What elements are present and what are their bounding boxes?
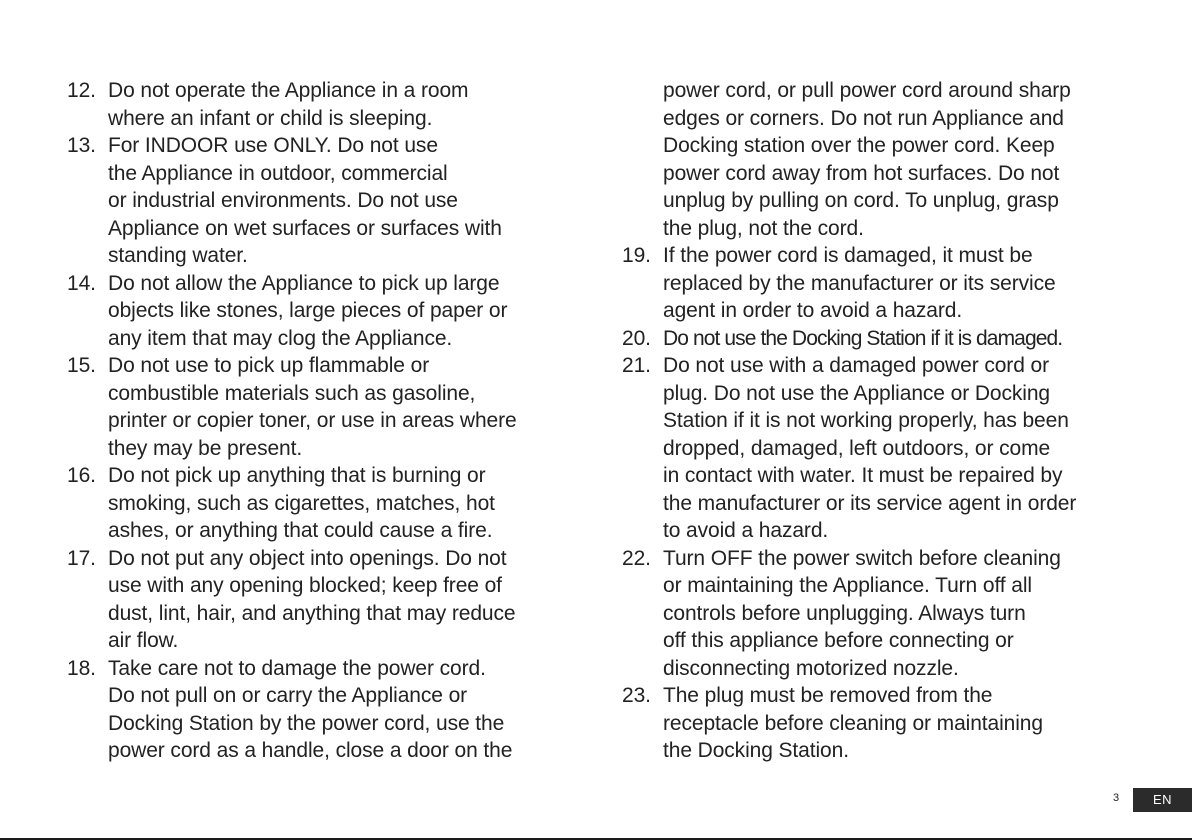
- instruction-number: 17.: [67, 546, 96, 570]
- instruction-text: Do not put any object into openings. Do not use with any opening blocked; keep free of dust, lint, hair, and anything that may reduce air flow.: [108, 546, 516, 652]
- instruction-18-continued-text: power cord, or pull power cord around sharp edges or corners. Do not run Appliance and Docking station over the power cord. Keep power cord away from hot surfaces. Do not unplug by pulling on cord. To unplug, grasp the plug, not the cord.: [663, 79, 1071, 240]
- instruction-number: 19.: [622, 244, 651, 267]
- instruction-item-23: [622, 682, 1137, 765]
- instruction-number: 14.: [67, 271, 96, 295]
- instruction-text: Take care not to damage the power cord. Do not pull on or carry the Appliance or Docking Station by the power cord, use the power cord as a handle, close a door on the: [108, 656, 513, 762]
- instruction-item-20: [622, 325, 1137, 353]
- instruction-text: Turn OFF the power switch before cleaning or maintaining the Appliance. Turn off all controls before unplugging. Always turn off this appliance before connecting or disconnecting motorized nozzle.: [663, 546, 1061, 680]
- instruction-item-21: [622, 352, 1137, 545]
- instruction-list-left: [67, 77, 577, 765]
- instruction-number: 16.: [67, 464, 96, 487]
- instruction-item-19: [622, 242, 1137, 325]
- right-column: [622, 77, 1137, 765]
- instruction-text: Do not pick up anything that is burning or smoking, such as cigarettes, matches, hot ashes, or anything that could cause a fire.: [108, 464, 495, 542]
- instruction-text: The plug must be removed from the receptacle before cleaning or maintaining the Docking Station.: [663, 684, 1043, 762]
- instruction-text: Do not use the Docking Station if it is damaged.: [663, 326, 1063, 350]
- instruction-number: 21.: [622, 354, 651, 377]
- language-badge: EN: [1133, 788, 1192, 812]
- instruction-number: 18.: [67, 656, 96, 680]
- instruction-item-13: [67, 132, 577, 270]
- instruction-text: Do not allow the Appliance to pick up large objects like stones, large pieces of paper or any item that may clog the Appliance.: [108, 271, 508, 350]
- instruction-number: 12.: [67, 79, 96, 102]
- instruction-number: 22.: [622, 546, 651, 570]
- instruction-number: 23.: [622, 684, 651, 707]
- instruction-text: For INDOOR use ONLY. Do not use the Appliance in outdoor, commercial or industrial environments. Do not use Appliance on wet surfaces or surfaces with standing water.: [108, 134, 502, 267]
- instruction-item-12: [67, 77, 577, 132]
- instruction-text: Do not operate the Appliance in a room where an infant or child is sleeping.: [108, 79, 469, 130]
- instruction-item-15: [67, 352, 577, 462]
- instruction-list-right: [622, 242, 1137, 765]
- instruction-item-17: [67, 545, 577, 655]
- instruction-item-16: [67, 462, 577, 545]
- instruction-item-14: [67, 270, 577, 353]
- instruction-text: Do not use to pick up flammable or combustible materials such as gasoline, printer or copier toner, or use in areas where they may be present.: [108, 354, 517, 460]
- page-number: 3: [1113, 792, 1120, 804]
- instruction-text: Do not use with a damaged power cord or plug. Do not use the Appliance or Docking Station if it is not working properly, has been dropped, damaged, left outdoors, or come in contact with water. It must be repaired by the manufacturer or its service agent in order to avoid a hazard.: [663, 354, 1077, 542]
- instruction-number: 15.: [67, 354, 96, 377]
- instruction-item-22: [622, 545, 1137, 683]
- instruction-number: 13.: [67, 134, 96, 157]
- left-column: [67, 77, 577, 765]
- instruction-item-18: [67, 655, 577, 765]
- instruction-number: 20.: [622, 326, 651, 350]
- instruction-text: If the power cord is damaged, it must be replaced by the manufacturer or its service agent in order to avoid a hazard.: [663, 244, 1056, 322]
